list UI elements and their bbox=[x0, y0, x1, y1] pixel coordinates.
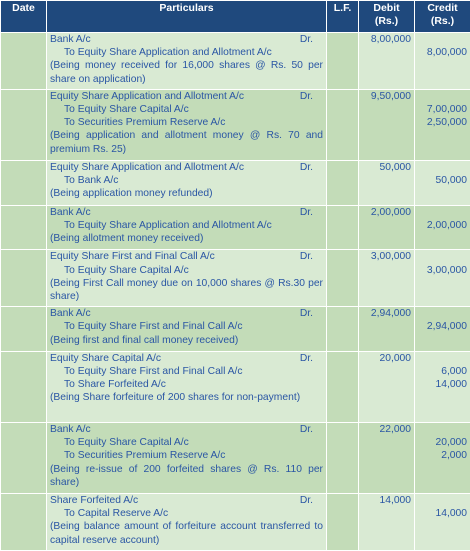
narration: (Being balance amount of forfeiture account transferred to capital reserve account) bbox=[50, 521, 323, 546]
credit-account: To Equity Share Capital A/c bbox=[64, 264, 189, 276]
credit-cell bbox=[415, 351, 470, 422]
date-cell bbox=[1, 494, 47, 551]
debit-amount: 14,000 bbox=[379, 495, 411, 507]
credit-spacer bbox=[418, 250, 467, 263]
credit-amount: 6,000 bbox=[441, 366, 467, 378]
dr-label: Dr. bbox=[299, 495, 313, 507]
date-cell bbox=[1, 351, 47, 422]
header-lf: L.F. bbox=[327, 1, 359, 33]
debit-cell bbox=[359, 160, 415, 205]
header-date: Date bbox=[1, 1, 47, 33]
debit-cell bbox=[359, 205, 415, 250]
journal-body bbox=[1, 33, 470, 551]
credit-amount: 7,00,000 bbox=[426, 104, 467, 116]
date-cell bbox=[1, 250, 47, 307]
debit-amount: 2,94,000 bbox=[370, 308, 411, 320]
journal-entry-row bbox=[1, 250, 470, 307]
credit-amount: 2,94,000 bbox=[426, 321, 467, 333]
date-cell bbox=[1, 89, 47, 160]
narration: (Being application money refunded) bbox=[50, 188, 213, 200]
credit-account: To Securities Premium Reserve A/c bbox=[64, 450, 226, 462]
credit-spacer bbox=[418, 90, 467, 103]
debit-cell bbox=[359, 89, 415, 160]
credit-account: To Equity Share Application and Allotment A/c bbox=[64, 47, 272, 59]
debit-account: Equity Share Application and Allotment A/c bbox=[50, 90, 245, 102]
credit-account: To Share Forfeited A/c bbox=[64, 379, 166, 391]
credit-amount: 14,000 bbox=[435, 508, 467, 520]
dr-label: Dr. bbox=[299, 352, 313, 364]
date-cell bbox=[1, 160, 47, 205]
particulars-cell bbox=[47, 423, 327, 494]
lf-cell bbox=[327, 33, 359, 90]
debit-account: Bank A/c bbox=[50, 206, 91, 218]
debit-amount: 2,00,000 bbox=[370, 206, 411, 218]
lf-cell bbox=[327, 351, 359, 422]
credit-spacer bbox=[418, 352, 467, 365]
header-debit bbox=[359, 1, 415, 33]
debit-cell bbox=[359, 250, 415, 307]
lf-cell bbox=[327, 89, 359, 160]
journal-entry-row bbox=[1, 33, 470, 90]
credit-cell bbox=[415, 250, 470, 307]
journal-entry-row bbox=[1, 307, 470, 352]
debit-amount: 9,50,000 bbox=[370, 90, 411, 102]
credit-cell bbox=[415, 89, 470, 160]
lf-cell bbox=[327, 307, 359, 352]
credit-amount: 2,000 bbox=[441, 450, 467, 462]
debit-account-line bbox=[50, 423, 323, 436]
debit-cell bbox=[359, 423, 415, 494]
debit-cell bbox=[359, 307, 415, 352]
dr-label: Dr. bbox=[299, 206, 313, 218]
credit-account: To Equity Share Capital A/c bbox=[64, 437, 189, 449]
debit-account: Share Forfeited A/c bbox=[50, 495, 139, 507]
credit-spacer bbox=[418, 307, 467, 320]
header-particulars: Particulars bbox=[47, 1, 327, 33]
date-cell bbox=[1, 205, 47, 250]
lf-cell bbox=[327, 160, 359, 205]
credit-cell bbox=[415, 307, 470, 352]
credit-spacer bbox=[418, 206, 467, 219]
dr-label: Dr. bbox=[299, 161, 313, 173]
credit-account: To Equity Share First and Final Call A/c bbox=[64, 321, 243, 333]
credit-cell bbox=[415, 423, 470, 494]
header-row bbox=[1, 1, 470, 33]
journal-entry-row bbox=[1, 351, 470, 422]
credit-account: To Equity Share Capital A/c bbox=[64, 104, 189, 116]
particulars-cell bbox=[47, 205, 327, 250]
header-credit-label: Credit bbox=[427, 2, 458, 14]
date-cell bbox=[1, 423, 47, 494]
debit-amount: 20,000 bbox=[379, 352, 411, 364]
credit-amount: 50,000 bbox=[435, 175, 467, 187]
lf-cell bbox=[327, 205, 359, 250]
debit-account: Bank A/c bbox=[50, 34, 91, 45]
lf-cell bbox=[327, 423, 359, 494]
lf-cell bbox=[327, 250, 359, 307]
journal-entry-row bbox=[1, 423, 470, 494]
date-cell bbox=[1, 33, 47, 90]
debit-cell bbox=[359, 33, 415, 90]
dr-label: Dr. bbox=[299, 34, 313, 45]
particulars-cell bbox=[47, 89, 327, 160]
credit-account: To Securities Premium Reserve A/c bbox=[64, 117, 226, 129]
header-credit bbox=[415, 1, 470, 33]
journal-entry-row bbox=[1, 160, 470, 205]
narration: (Being first and final call money received) bbox=[50, 334, 239, 346]
narration: (Being application and allotment money @ Rs. 70 and premium Rs. 25) bbox=[50, 130, 323, 155]
debit-account-line bbox=[50, 161, 323, 174]
credit-amount: 14,000 bbox=[435, 379, 467, 391]
debit-account-line bbox=[50, 307, 323, 320]
credit-amount: 8,00,000 bbox=[426, 47, 467, 59]
particulars-cell bbox=[47, 33, 327, 90]
credit-amount: 2,50,000 bbox=[426, 117, 467, 129]
particulars-cell bbox=[47, 307, 327, 352]
credit-cell bbox=[415, 160, 470, 205]
particulars-cell bbox=[47, 160, 327, 205]
debit-amount: 8,00,000 bbox=[370, 34, 411, 45]
credit-spacer bbox=[418, 33, 467, 46]
credit-account: To Capital Reserve A/c bbox=[64, 508, 169, 520]
credit-spacer bbox=[418, 161, 467, 174]
debit-cell bbox=[359, 351, 415, 422]
credit-amount: 3,00,000 bbox=[426, 264, 467, 276]
credit-cell bbox=[415, 494, 470, 551]
header-debit-unit: (Rs.) bbox=[374, 15, 399, 27]
narration: (Being re-issue of 200 forfeited shares @ Rs. 110 per share) bbox=[50, 463, 323, 488]
debit-account: Equity Share First and Final Call A/c bbox=[50, 251, 215, 263]
journal-entry-row bbox=[1, 494, 470, 551]
debit-account-line bbox=[50, 206, 323, 219]
credit-account: To Equity Share First and Final Call A/c bbox=[64, 366, 243, 378]
debit-account: Bank A/c bbox=[50, 424, 91, 435]
dr-label: Dr. bbox=[299, 251, 313, 263]
dr-label: Dr. bbox=[299, 424, 313, 435]
dr-label: Dr. bbox=[299, 90, 313, 102]
narration: (Being money received for 16,000 shares @ Rs. 50 per share on application) bbox=[50, 60, 323, 85]
narration: (Being First Call money due on 10,000 shares @ Rs.30 per share) bbox=[50, 277, 323, 302]
credit-cell bbox=[415, 205, 470, 250]
journal-entry-row bbox=[1, 89, 470, 160]
narration: (Being allotment money received) bbox=[50, 233, 204, 245]
credit-spacer bbox=[418, 494, 467, 507]
credit-account: To Bank A/c bbox=[64, 175, 119, 187]
debit-account: Equity Share Application and Allotment A/c bbox=[50, 161, 245, 173]
debit-account: Equity Share Capital A/c bbox=[50, 352, 162, 364]
debit-amount: 3,00,000 bbox=[370, 251, 411, 263]
header-credit-unit: (Rs.) bbox=[430, 15, 455, 27]
particulars-cell bbox=[47, 250, 327, 307]
debit-amount: 22,000 bbox=[379, 424, 411, 435]
journal-entry-row bbox=[1, 205, 470, 250]
credit-amount: 2,00,000 bbox=[426, 219, 467, 231]
particulars-cell bbox=[47, 351, 327, 422]
credit-spacer bbox=[418, 423, 467, 436]
lf-cell bbox=[327, 494, 359, 551]
debit-account: Bank A/c bbox=[50, 308, 91, 320]
dr-label: Dr. bbox=[299, 308, 313, 320]
debit-account-line bbox=[50, 250, 323, 263]
debit-account-line bbox=[50, 494, 323, 507]
credit-cell bbox=[415, 33, 470, 90]
credit-amount: 20,000 bbox=[435, 437, 467, 449]
debit-cell bbox=[359, 494, 415, 551]
date-cell bbox=[1, 307, 47, 352]
header-debit-label: Debit bbox=[373, 2, 400, 14]
debit-account-line bbox=[50, 352, 323, 365]
debit-account-line bbox=[50, 90, 323, 103]
narration: (Being Share forfeiture of 200 shares for non-payment) bbox=[50, 392, 301, 404]
particulars-cell bbox=[47, 494, 327, 551]
debit-account-line bbox=[50, 33, 323, 46]
debit-amount: 50,000 bbox=[379, 161, 411, 173]
credit-account: To Equity Share Application and Allotment A/c bbox=[64, 219, 272, 231]
